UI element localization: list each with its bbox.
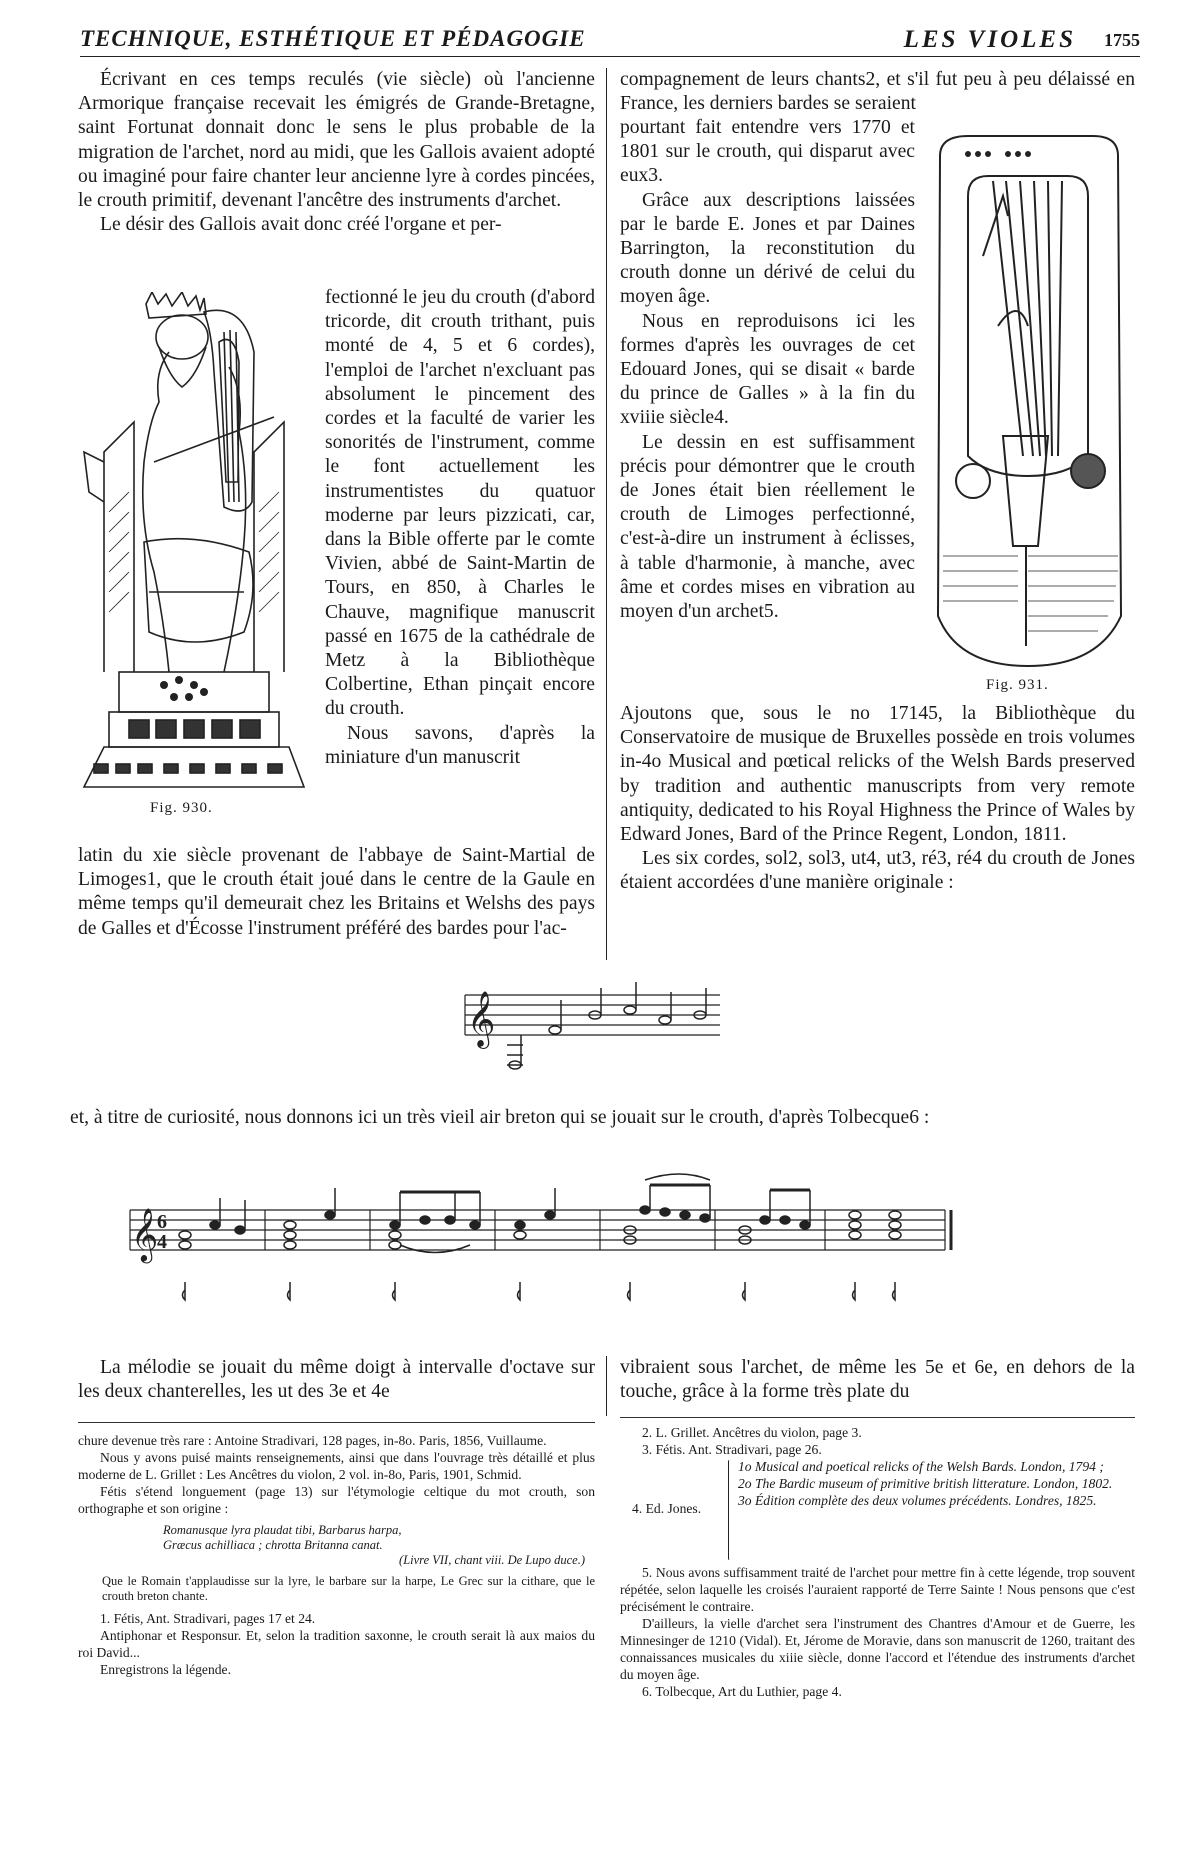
paragraph: latin du xie siècle provenant de l'abbaye de Saint-Martial de Limoges1, que le crouth était joué dans le centre de la Gaule en même temps qu'il demeurait chez les Britains et Welshs des pays de Galles et d'Écosse l'instrument préféré des bardes pour l'ac- [78, 845, 595, 939]
time-signature-bottom: 4 [157, 1231, 167, 1253]
footnotes-left [78, 1432, 595, 1678]
footnote: 6. Tolbecque, Art du Luthier, page 4. [642, 1684, 842, 1699]
paragraph: Nous en reproduisons ici les formes d'après les ouvrages de cet Edouard Jones, qui se disait « barde du prince de Galles » à la fin du xviiie siècle4. [620, 310, 915, 429]
footnote: Enregistrons la légende. [100, 1662, 231, 1677]
paragraph: et, à titre de curiosité, nous donnons ici un très vieil air breton qui se jouait sur le crouth, d'après Tolbecque6 : [70, 1107, 930, 1128]
column-divider [606, 68, 607, 960]
figure-930 [74, 292, 314, 792]
page-number: 1755 [1104, 30, 1140, 50]
tuning-staff [455, 980, 725, 1075]
footnote: D'ailleurs, la vielle d'archet sera l'instrument des Chantres d'Amour et de Guerre, les Minnesinger de 1210 (Vidal). Et, Jérome de Moravie, dans son manuscrit de 1260, traitant des connaissances musicales du xiiie siècle, donne l'accord et l'étendue des instruments d'archet du moyen âge. [620, 1616, 1135, 1682]
paragraph: Nous savons, d'après la miniature d'un manuscrit [325, 722, 595, 768]
tuning-notation [455, 980, 725, 1075]
column-divider-bottom [606, 1356, 607, 1416]
latin-quote [163, 1523, 595, 1568]
quote-source: (Livre VII, chant viii. De Lupo duce.) [399, 1553, 585, 1567]
figure-930-caption: Fig. 930. [150, 800, 213, 816]
footnote-entry: 2o The Bardic museum of primitive british litterature. London, 1802. [738, 1476, 1113, 1491]
header-title-right: LES VIOLES [903, 26, 1076, 53]
quote-line: Romanusque lyra plaudat tibi, Barbarus harpa, [163, 1523, 402, 1537]
paragraph: compagnement de leurs chants2, et s'il fut peu à peu délaissé en France, les derniers bardes se seraient [620, 69, 1135, 115]
bottom-left-text [78, 1356, 595, 1404]
brace [728, 1460, 731, 1560]
paragraph: fectionné le jeu du crouth (d'abord tricorde, dit crouth trithant, puis monté de 4, 5 et 6 cordes), l'emploi de l'archet n'excluant pas absolument le pincement des cordes et la faculté de varier les sonorités de l'instrument, comme le font actuellement les instrumentistes du quatuor moderne par leurs pizzicati, car, dans la Bible offerte par le comte Vivien, abbé de Saint-Martin de Tours, en 850, à Charles le Chauve, magnifique manuscrit passé en 1675 de la cathédrale de Metz à la Bibliothèque Colbertine, Ethan pinçait encore du crouth. [325, 287, 595, 720]
footnote: 2. L. Grillet. Ancêtres du violon, page 3. [642, 1425, 862, 1440]
svg-text:𝄞: 𝄞 [131, 1207, 159, 1261]
footnotes-right [620, 1424, 1135, 1700]
running-header [80, 22, 1140, 57]
paragraph: Les six cordes, sol2, sol3, ut4, ut3, ré3, ré4 du crouth de Jones étaient accordées d'une manière originale : [620, 848, 1135, 894]
footnote-rule-left [78, 1422, 595, 1423]
footnote-entry: 3o Édition complète des deux volumes précédents. Londres, 1825. [738, 1493, 1097, 1508]
footnote-rule-right [620, 1417, 1135, 1418]
paragraph: Le désir des Gallois avait donc créé l'organe et per- [100, 214, 502, 236]
footnote: Fétis s'étend longuement (page 13) sur l'étymologie celtique du mot crouth, son orthographe et son origine : [78, 1484, 595, 1516]
figure-931-caption: Fig. 931. [986, 677, 1049, 693]
footnote: Nous y avons puisé maints renseignements, ainsi que dans l'ouvrage très détaillé et plus moderne de L. Grillet : Les Ancêtres du violon, 2 vol. in-8o, Paris, 1901, Schmid. [78, 1450, 595, 1482]
footnote-4-entries [738, 1458, 1135, 1509]
paragraph: Écrivant en ces temps reculés (vie siècle) où l'ancienne Armorique française recevait les émigrés de Grande-Bretagne, saint Fortunat donnait donc le sens le plus probable de la migration de l'archet, nord au midi, que les Gallois avaient adopté ou imaginé pour faire chanter leur ancienne lyre à cordes pincées, le crouth primitif, devenant l'ancêtre des instruments d'archet. [78, 69, 595, 212]
footnote: 3. Fétis. Ant. Stradivari, page 26. [642, 1442, 822, 1457]
header-title-left: TECHNIQUE, ESTHÉTIQUE ET PÉDAGOGIE [80, 26, 586, 51]
bottom-right-text [620, 1356, 1135, 1404]
footnote-4-label: 4. Ed. Jones. [632, 1501, 702, 1516]
left-column-wrap-text [325, 286, 595, 770]
king-playing-crouth-illustration [74, 292, 314, 792]
paragraph: vibraient sous l'archet, de même les 5e et 6e, en dehors de la touche, grâce à la forme très plate du [620, 1357, 1135, 1403]
quote-line: Græcus achilliaca ; chrotta Britanna canat. [163, 1538, 383, 1552]
paragraph: pourtant fait entendre vers 1770 et 1801 sur le crouth, qui disparut avec eux3. [620, 117, 915, 187]
paragraph: La mélodie se jouait du même doigt à intervalle d'octave sur les deux chanterelles, les ut des 3e et 4e [78, 1357, 595, 1403]
footnote-entry: 1o Musical and poetical relicks of the Welsh Bards. London, 1794 ; [738, 1459, 1104, 1474]
right-column-wrap-text [620, 116, 915, 624]
footnote: 1. Fétis, Ant. Stradivari, pages 17 et 24. [100, 1611, 316, 1626]
paragraph: Ajoutons que, sous le no 17145, la Bibliothèque du Conservatoire de musique de Bruxelles possède en trois volumes in-4o Musical and pœtical relicks of the Welsh Bards preserved by tradition and authentic manuscripts from very remote antiquity, dedicated to his Royal Highness the Prince of Wales by Edward Jones, Bard of the Prince Regent, London, 1811. [620, 703, 1135, 846]
footnote: chure devenue très rare : Antoine Stradivari, 128 pages, in-8o. Paris, 1856, Vuillaume. [78, 1433, 547, 1448]
figure-931 [928, 126, 1133, 671]
right-column-text [620, 68, 1135, 116]
paragraph: Grâce aux descriptions laissées par le barde E. Jones et par Daines Barrington, la reconstitution du crouth donne un dérivé de celui du moyen âge. [620, 189, 915, 308]
footnote: Antiphonar et Responsur. Et, selon la tradition saxonne, le crouth serait là aux maios du roi David... [78, 1628, 595, 1660]
footnote-4 [620, 1458, 1135, 1564]
air-breton-staff [125, 1170, 1125, 1320]
crouth-instrument-illustration [928, 126, 1133, 671]
air-breton-notation [125, 1170, 1125, 1320]
svg-text:𝄞: 𝄞 [467, 991, 496, 1047]
right-column-bottom-text [620, 702, 1135, 896]
translation: Que le Romain t'applaudisse sur la lyre, le barbare sur la harpe, Le Grec sur la cithare, que le crouth breton chante. [102, 1574, 595, 1603]
intro-air-breton [70, 1106, 1135, 1130]
paragraph: Le dessin en est suffisamment précis pour démontrer que le crouth de Jones était bien réellement le crouth de Limoges perfectionné, c'est-à-dire un instrument à éclisses, à table d'harmonie, à manche, avec âme et cordes mises en vibration au moyen d'un archet5. [620, 431, 915, 623]
footnote: 5. Nous avons suffisamment traité de l'archet pour mettre fin à cette légende, trop souvent répétée, selon laquelle les croisés l'auraient rapporté de Terre Sainte ! Nous pensons que c'est précisément le contraire. [620, 1565, 1135, 1614]
left-column-bottom-text [78, 844, 595, 941]
time-signature-top: 6 [157, 1211, 167, 1233]
left-column-text [78, 68, 595, 237]
